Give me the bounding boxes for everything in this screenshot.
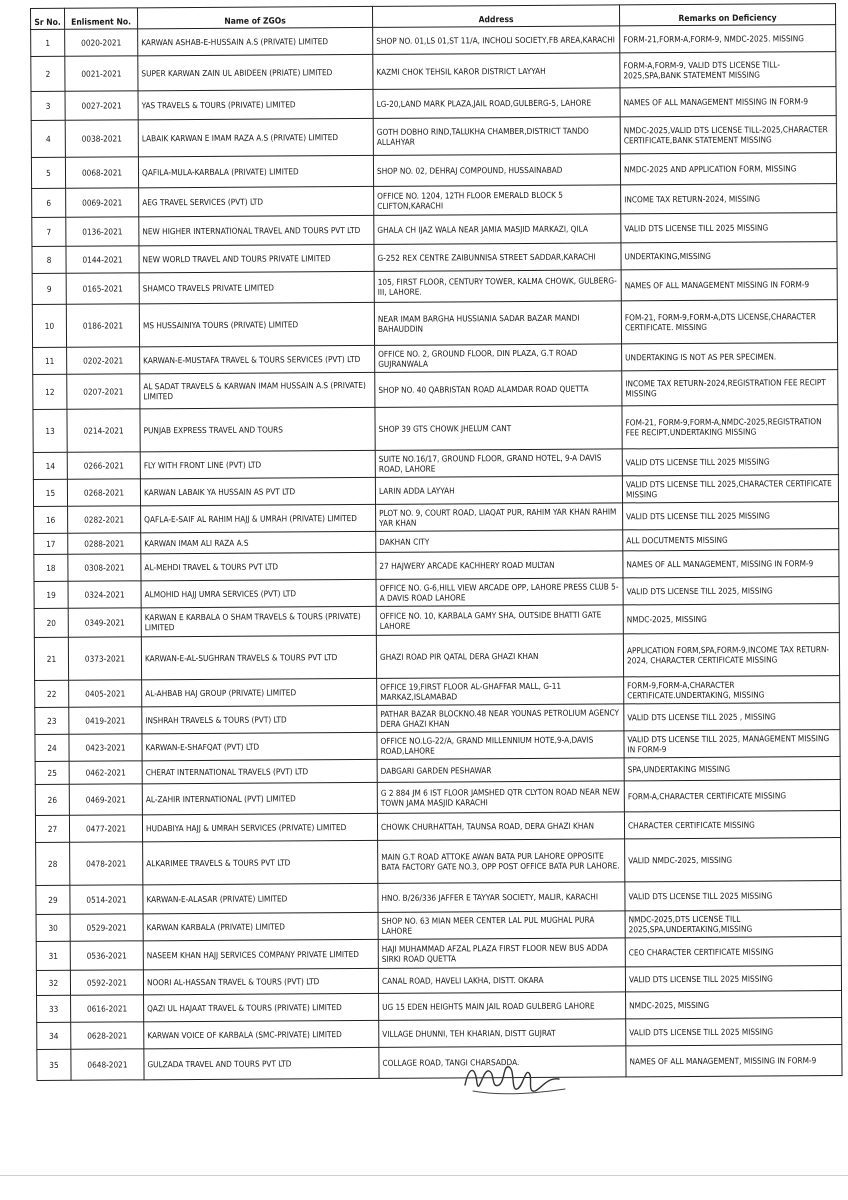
cell-zgo-name: ALMOHID HAJJ UMRA SERVICES (PVT) LTD <box>141 579 376 607</box>
cell-enlistment-no: 0514-2021 <box>70 885 143 914</box>
cell-remarks: VALID DTS LICENSE TILL 2025 MISSING <box>625 881 841 911</box>
cell-zgo-name: QAZI UL HAJAAT TRAVEL & TOURS (PRIVATE) LIMITED <box>144 993 379 1021</box>
cell-enlistment-no: 0069-2021 <box>66 188 139 217</box>
cell-zgo-name: ALKARIMEE TRAVELS & TOURS PVT LTD <box>143 840 378 884</box>
cell-address: 27 HAJWERY ARCADE KACHHERY ROAD MULTAN <box>376 551 623 580</box>
cell-remarks: SPA,UNDERTAKING MISSING <box>624 757 840 781</box>
cell-sr-no: 1 <box>31 29 65 56</box>
cell-address: GHALA CH IJAZ WALA NEAR JAMIA MASJID MARKAZI, QILA <box>374 214 621 245</box>
cell-remarks: VALID DTS LICENSE TILL 2025 MISSING <box>626 1018 842 1046</box>
cell-address: KAZMI CHOK TEHSIL KAROR DISTRICT LAYYAH <box>373 53 620 90</box>
cell-address: COLLAGE ROAD, TANGI CHARSADDA. <box>379 1046 626 1079</box>
deficiency-table <box>30 3 843 1081</box>
cell-remarks: FOM-21, FORM-9,FORM-A,NMDC-2025,REGISTRATION FEE RECIPT,UNDERTAKING MISSING <box>622 405 838 449</box>
cell-sr-no: 33 <box>37 995 71 1022</box>
cell-zgo-name: AL-MEHDI TRAVEL & TOURS PVT LTD <box>141 552 376 580</box>
cell-address: LG-20,LAND MARK PLAZA,JAIL ROAD,GULBERG-5, LAHORE <box>373 88 620 119</box>
cell-sr-no: 21 <box>34 637 68 680</box>
cell-remarks: VALID DTS LICENSE TILL 2025 , MISSING <box>624 703 840 731</box>
cell-zgo-name: SHAMCO TRAVELS PRIVATE LIMITED <box>139 271 374 303</box>
cell-enlistment-no: 0207-2021 <box>67 374 140 409</box>
cell-address: VILLAGE DHUNNI, TEH KHARIAN, DISTT GUJRAT <box>379 1019 626 1048</box>
cell-address: OFFICE NO. 2, GROUND FLOOR, DIN PLAZA, G.T ROAD GUJRANWALA <box>375 344 622 373</box>
cell-sr-no: 9 <box>32 273 66 304</box>
cell-enlistment-no: 0592-2021 <box>70 970 143 995</box>
cell-remarks: VALID DTS LICENSE TILL 2025, MISSING <box>623 577 839 605</box>
cell-enlistment-no: 0373-2021 <box>68 637 141 680</box>
cell-address: GHAZI ROAD PIR QATAL DERA GHAZI KHAN <box>376 634 623 679</box>
cell-sr-no: 27 <box>35 815 69 842</box>
cell-remarks: UNDERTAKING IS NOT AS PER SPECIMEN. <box>622 343 838 371</box>
cell-sr-no: 26 <box>35 784 69 815</box>
cell-zgo-name: KARWAN LABAIK YA HUSSAIN AS PVT LTD <box>140 477 375 505</box>
cell-sr-no: 15 <box>33 479 67 506</box>
cell-sr-no: 29 <box>36 885 70 914</box>
cell-enlistment-no: 0202-2021 <box>67 347 140 374</box>
cell-sr-no: 30 <box>36 914 70 941</box>
cell-remarks: VALID DTS LICENSE TILL 2025 MISSING <box>625 966 841 992</box>
cell-enlistment-no: 0628-2021 <box>71 1022 144 1049</box>
cell-sr-no: 24 <box>35 734 69 761</box>
cell-remarks: UNDERTAKING,MISSING <box>621 242 837 270</box>
cell-enlistment-no: 0144-2021 <box>66 246 139 273</box>
cell-address: HAJI MUHAMMAD AFZAL PLAZA FIRST FLOOR NEW BUS ADDA SIRKI ROAD QUETTA <box>378 938 625 969</box>
cell-zgo-name: FLY WITH FRONT LINE (PVT) LTD <box>140 450 375 478</box>
table-row <box>31 116 836 158</box>
cell-remarks: FORM-9,FORM-A,CHARACTER CERTIFICATE.UNDERTAKING, MISSING <box>624 676 840 704</box>
cell-zgo-name: PUNJAB EXPRESS TRAVEL AND TOURS <box>140 407 375 451</box>
cell-address: SUITE NO.16/17, GROUND FLOOR, GRAND HOTEL, 9-A DAVIS ROAD, LAHORE <box>375 449 622 478</box>
cell-sr-no: 17 <box>34 533 68 554</box>
table-row <box>33 370 838 410</box>
cell-enlistment-no: 0038-2021 <box>65 120 138 157</box>
cell-zgo-name: AEG TRAVEL SERVICES (PVT) LTD <box>139 186 374 216</box>
cell-address: SHOP NO. 02, DEHRAJ COMPOUND, HUSSAINABAD <box>373 154 620 187</box>
cell-sr-no: 28 <box>36 842 70 885</box>
cell-enlistment-no: 0405-2021 <box>69 680 142 707</box>
cell-enlistment-no: 0477-2021 <box>69 815 142 842</box>
cell-enlistment-no: 0186-2021 <box>66 304 139 347</box>
cell-zgo-name: KARWAN-E-MUSTAFA TRAVEL & TOURS SERVICES (PVT) LTD <box>140 345 375 373</box>
cell-remarks: VALID DTS LICENSE TILL 2025,CHARACTER CERTIFICATE MISSING <box>622 475 838 503</box>
cell-enlistment-no: 0616-2021 <box>71 995 144 1022</box>
cell-zgo-name: KARWAN ASHAB-E-HUSSAIN A.S (PRIVATE) LIMITED <box>138 27 373 55</box>
header-remarks: Remarks on Deficiency <box>619 4 835 26</box>
cell-enlistment-no: 0423-2021 <box>69 734 142 761</box>
cell-remarks: VALID DTS LICENSE TILL 2025 MISSING <box>621 213 837 243</box>
cell-address: OFFICE NO. 10, KARBALA GAMY SHA, OUTSIDE BHATTI GATE LAHORE <box>376 605 623 636</box>
cell-enlistment-no: 0462-2021 <box>69 761 142 784</box>
table-row <box>34 633 839 681</box>
cell-enlistment-no: 0020-2021 <box>65 29 138 56</box>
cell-address: MAIN G.T ROAD ATTOKE AWAN BATA PUR LAHORE OPPOSITE BATA FACTORY GATE NO.3, OPP POST OFFICE BATA PUR LAHORE. <box>378 839 625 884</box>
cell-remarks: INCOME TAX RETURN-2024,REGISTRATION FEE RECIPT MISSING <box>622 370 838 406</box>
cell-sr-no: 2 <box>31 56 65 91</box>
cell-zgo-name: NEW WORLD TRAVEL AND TOURS PRIVATE LIMITED <box>139 244 374 272</box>
scan-edge-line <box>0 1175 848 1176</box>
cell-zgo-name: AL SADAT TRAVELS & KARWAN IMAM HUSSAIN A.S (PRIVATE) LIMITED <box>140 372 375 408</box>
cell-sr-no: 5 <box>31 157 65 188</box>
cell-remarks: NAMES OF ALL MANAGEMENT MISSING IN FORM-9 <box>620 87 836 117</box>
cell-remarks: INCOME TAX RETURN-2024, MISSING <box>621 184 837 214</box>
table-row <box>32 269 837 305</box>
cell-remarks: NMDC-2025, MISSING <box>626 991 842 1019</box>
cell-address: G 2 884 JM 6 IST FLOOR JAMSHED QTR CLYTON ROAD NEAR NEW TOWN JAMA MASJID KARACHI <box>377 781 624 814</box>
header-enlistment-no: Enlisment No. <box>65 8 138 29</box>
cell-remarks: NMDC-2025, MISSING <box>623 604 839 634</box>
cell-enlistment-no: 0068-2021 <box>65 157 138 188</box>
cell-sr-no: 20 <box>34 608 68 637</box>
cell-address: G-252 REX CENTRE ZAIBUNNISA STREET SADDAR,KARACHI <box>374 243 621 272</box>
cell-address: DAKHAN CITY <box>376 530 623 553</box>
cell-zgo-name: SUPER KARWAN ZAIN UL ABIDEEN (PRIATE) LIMITED <box>138 54 373 90</box>
cell-sr-no: 14 <box>33 452 67 479</box>
cell-remarks: VALID DTS LICENSE TILL 2025 MISSING <box>622 448 838 476</box>
cell-zgo-name: AL-ZAHIR INTERNATIONAL (PVT) LIMITED <box>142 782 377 814</box>
cell-enlistment-no: 0282-2021 <box>68 506 141 533</box>
cell-address: OFFICE NO. 1204, 12TH FLOOR EMERALD BLOCK 5 CLIFTON,KARACHI <box>374 185 621 216</box>
cell-sr-no: 22 <box>35 680 69 707</box>
cell-remarks: VALID NMDC-2025, MISSING <box>625 838 841 882</box>
table-row <box>31 153 836 189</box>
cell-zgo-name: KARWAN VOICE OF KARBALA (SMC-PRIVATE) LIMITED <box>144 1020 379 1048</box>
cell-sr-no: 16 <box>34 506 68 533</box>
cell-zgo-name: AL-AHBAB HAJ GROUP (PRIVATE) LIMITED <box>142 678 377 706</box>
cell-zgo-name: KARWAN E KARBALA O SHAM TRAVELS & TOURS (PRIVATE) LIMITED <box>141 606 376 636</box>
cell-remarks: NMDC-2025 AND APPLICATION FORM, MISSING <box>620 153 836 185</box>
cell-zgo-name: GULZADA TRAVEL AND TOURS PVT LTD <box>144 1047 379 1079</box>
cell-address: CHOWK CHURHATTAH, TAUNSA ROAD, DERA GHAZI KHAN <box>377 812 624 841</box>
cell-address: SHOP 39 GTS CHOWK JHELUM CANT <box>375 406 622 451</box>
cell-sr-no: 35 <box>37 1049 71 1080</box>
cell-address: SHOP NO. 01,LS 01,ST 11/A, INCHOLI SOCIETY,FB AREA,KARACHI <box>373 26 620 55</box>
cell-remarks: NAMES OF ALL MANAGEMENT, MISSING IN FORM-9 <box>626 1045 842 1077</box>
cell-address: NEAR IMAM BARGHA HUSSIANIA SADAR BAZAR MANDI BAHAUDDIN <box>374 301 621 346</box>
cell-address: OFFICE 19,FIRST FLOOR AL-GHAFFAR MALL, G-11 MARKAZ,ISLAMABAD <box>377 677 624 706</box>
cell-sr-no: 3 <box>31 91 65 120</box>
cell-address: DABGARI GARDEN PESHAWAR <box>377 758 624 783</box>
cell-enlistment-no: 0648-2021 <box>71 1049 144 1080</box>
cell-address: PLOT NO. 9, COURT ROAD, LIAQAT PUR, RAHIM YAR KHAN RAHIM YAR KHAN <box>376 503 623 532</box>
cell-sr-no: 31 <box>36 941 70 970</box>
cell-zgo-name: KARWAN-E-SHAFQAT (PVT) LTD <box>142 732 377 760</box>
cell-address: HNO. B/26/336 JAFFER E TAYYAR SOCIETY, MALIR, KARACHI <box>378 882 625 913</box>
cell-sr-no: 11 <box>33 347 67 374</box>
cell-enlistment-no: 0478-2021 <box>70 842 143 885</box>
table-body <box>31 25 842 1081</box>
cell-zgo-name: NOORI AL-HASSAN TRAVEL & TOURS (PVT) LTD <box>143 968 378 994</box>
cell-sr-no: 10 <box>32 304 66 347</box>
cell-enlistment-no: 0308-2021 <box>68 554 141 581</box>
table-row <box>31 52 836 92</box>
cell-address: SHOP NO. 63 MIAN MEER CENTER LAL PUL MUGHAL PURA LAHORE <box>378 911 625 940</box>
cell-remarks: ALL DOCUTMENTS MISSING <box>623 529 839 551</box>
cell-enlistment-no: 0214-2021 <box>67 409 140 452</box>
cell-zgo-name: KARWAN KARBALA (PRIVATE) LIMITED <box>143 912 378 940</box>
cell-zgo-name: QAFILA-MULA-KARBALA (PRIVATE) LIMITED <box>138 155 373 187</box>
cell-zgo-name: QAFLA-E-SAIF AL RAHIM HAJJ & UMRAH (PRIVATE) LIMITED <box>141 504 376 532</box>
table-row <box>32 300 837 348</box>
cell-remarks: APPLICATION FORM,SPA,FORM-9,INCOME TAX RETURN-2024, CHARACTER CERTIFICATE MISSING <box>623 633 839 677</box>
cell-address: OFFICE NO. G-6,HILL VIEW ARCADE OPP, LAHORE PRESS CLUB 5-A DAVIS ROAD LAHORE <box>376 578 623 607</box>
cell-remarks: FORM-21,FORM-A,FORM-9, NMDC-2025. MISSING <box>620 25 836 53</box>
cell-remarks: NMDC-2025,DTS LICENSE TILL 2025,SPA,UNDERTAKING,MISSING <box>625 910 841 938</box>
cell-address: PATHAR BAZAR BLOCKNO.48 NEAR YOUNAS PETROLIUM AGENCY DERA GHAZI KHAN <box>377 704 624 733</box>
cell-sr-no: 18 <box>34 554 68 581</box>
cell-remarks: NAMES OF ALL MANAGEMENT, MISSING IN FORM-9 <box>623 550 839 578</box>
cell-remarks: FOM-21, FORM-9,FORM-A,DTS LICENSE,CHARACTER CERTIFICATE. MISSING <box>621 300 837 344</box>
cell-remarks: CEO CHARACTER CERTIFICATE MISSING <box>625 937 841 967</box>
header-zgo-name: Name of ZGOs <box>138 6 373 28</box>
cell-enlistment-no: 0288-2021 <box>68 533 141 554</box>
cell-zgo-name: KARWAN-E-AL-SUGHRAN TRAVELS & TOURS PVT LTD <box>141 635 376 679</box>
cell-zgo-name: NASEEM KHAN HAJJ SERVICES COMPANY PRIVATE LIMITED <box>143 939 378 969</box>
table-row <box>36 838 841 886</box>
cell-zgo-name: INSHRAH TRAVELS & TOURS (PVT) LTD <box>142 705 377 733</box>
table-row <box>37 1045 842 1081</box>
cell-zgo-name: KARWAN IMAM ALI RAZA A.S <box>141 531 376 553</box>
cell-sr-no: 32 <box>36 970 70 995</box>
cell-enlistment-no: 0536-2021 <box>70 941 143 970</box>
cell-sr-no: 4 <box>31 120 65 157</box>
cell-enlistment-no: 0529-2021 <box>70 914 143 941</box>
cell-sr-no: 12 <box>33 374 67 409</box>
cell-sr-no: 7 <box>32 217 66 246</box>
cell-enlistment-no: 0324-2021 <box>68 581 141 608</box>
cell-enlistment-no: 0349-2021 <box>68 608 141 637</box>
cell-enlistment-no: 0268-2021 <box>67 479 140 506</box>
cell-remarks: FORM-A,FORM-9, VALID DTS LICENSE TILL-2025,SPA,BANK STATEMENT MISSING <box>620 52 836 88</box>
cell-zgo-name: HUDABIYA HAJJ & UMRAH SERVICES (PRIVATE) LIMITED <box>142 813 377 841</box>
cell-zgo-name: MS HUSSAINIYA TOURS (PRIVATE) LIMITED <box>139 302 374 346</box>
cell-enlistment-no: 0419-2021 <box>69 707 142 734</box>
table-row <box>33 405 838 453</box>
cell-zgo-name: YAS TRAVELS & TOURS (PRIVATE) LIMITED <box>138 89 373 119</box>
cell-sr-no: 19 <box>34 581 68 608</box>
cell-address: CANAL ROAD, HAVELI LAKHA, DISTT. OKARA <box>378 967 625 994</box>
cell-enlistment-no: 0165-2021 <box>66 273 139 304</box>
cell-zgo-name: LABAIK KARWAN E IMAM RAZA A.S (PRIVATE) LIMITED <box>138 118 373 156</box>
table-row <box>35 780 840 816</box>
cell-address: UG 15 EDEN HEIGHTS MAIN JAIL ROAD GULBERG LAHORE <box>379 992 626 1021</box>
cell-sr-no: 25 <box>35 761 69 784</box>
cell-enlistment-no: 0469-2021 <box>69 784 142 815</box>
cell-remarks: CHARACTER CERTIFICATE MISSING <box>624 811 840 839</box>
cell-address: GOTH DOBHO RIND,TALUKHA CHAMBER,DISTRICT TANDO ALLAHYAR <box>373 117 620 156</box>
cell-sr-no: 6 <box>32 188 66 217</box>
cell-address: SHOP NO. 40 QABRISTAN ROAD ALAMDAR ROAD QUETTA <box>375 371 622 408</box>
cell-enlistment-no: 0021-2021 <box>65 56 138 91</box>
cell-remarks: VALID DTS LICENSE TILL 2025 MISSING <box>623 502 839 530</box>
cell-remarks: NMDC-2025,VALID DTS LICENSE TILL-2025,CHARACTER CERTIFICATE,BANK STATEMENT MISSING <box>620 116 836 154</box>
cell-remarks: NAMES OF ALL MANAGEMENT MISSING IN FORM-9 <box>621 269 837 301</box>
cell-enlistment-no: 0266-2021 <box>67 452 140 479</box>
cell-address: LARIN ADDA LAYYAH <box>375 476 622 505</box>
cell-zgo-name: CHERAT INTERNATIONAL TRAVELS (PVT) LTD <box>142 759 377 783</box>
cell-remarks: FORM-A,CHARACTER CERTIFICATE MISSING <box>624 780 840 812</box>
header-sr-no: Sr No. <box>31 8 65 29</box>
cell-sr-no: 23 <box>35 707 69 734</box>
cell-sr-no: 8 <box>32 246 66 273</box>
cell-address: 105, FIRST FLOOR, CENTURY TOWER, KALMA CHOWK, GULBERG-III, LAHORE. <box>374 270 621 303</box>
deficiency-table-sheet <box>30 3 842 1081</box>
header-address: Address <box>372 5 619 28</box>
cell-address: OFFICE NO.LG-22/A, GRAND MILLENNIUM HOTE,9-A,DAVIS ROAD,LAHORE <box>377 731 624 760</box>
cell-enlistment-no: 0136-2021 <box>66 217 139 246</box>
cell-zgo-name: KARWAN-E-ALASAR (PRIVATE) LIMITED <box>143 883 378 913</box>
cell-zgo-name: NEW HIGHER INTERNATIONAL TRAVEL AND TOURS PVT LTD <box>139 215 374 245</box>
cell-sr-no: 13 <box>33 409 67 452</box>
cell-sr-no: 34 <box>37 1022 71 1049</box>
cell-remarks: VALID DTS LICENSE TILL 2025, MANAGEMENT MISSING IN FORM-9 <box>624 730 840 758</box>
signature-scribble <box>455 1055 575 1105</box>
cell-enlistment-no: 0027-2021 <box>65 91 138 120</box>
